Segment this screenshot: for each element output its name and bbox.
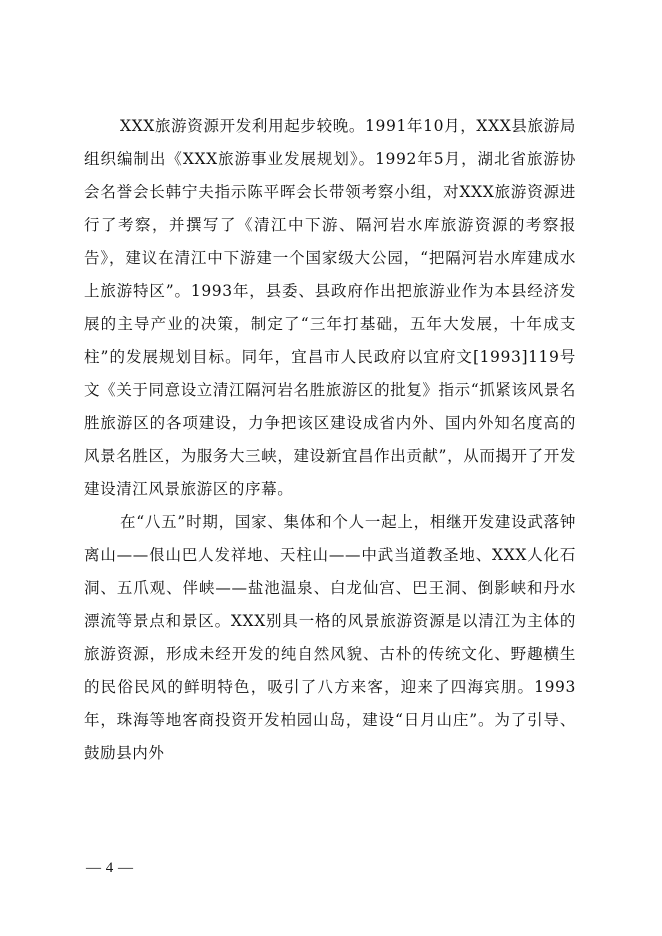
paragraph-2: 在“八五”时期，国家、集体和个人一起上，相继开发建设武落钟离山——佷山巴人发祥地、天柱山——中武当道教圣地、XXX人化石洞、五爪观、伴峡——盐池温泉、白龙仙宫、巴王洞、倒影峡和丹水漂流等景点和景区。XXX别具一格的风景旅游资源是以清江为主体的旅游资源，形成未经开发的纯自然风貌、古朴的传统文化、野趣横生的民俗民风的鲜明特色，吸引了八方来客，迎来了四海宾朋。1993年，珠海等地客商投资开发柏园山岛，建设“日月山庄”。为了引导、鼓励县内外 [84, 513, 576, 762]
page-number: — 4 — [86, 860, 134, 876]
body-text [84, 110, 576, 770]
paragraph-1: XXX旅游资源开发利用起步较晚。1991年10月，XXX县旅游局组织编制出《XXX旅游事业发展规划》。1992年5月，湖北省旅游协会名誉会长韩宁夫指示陈平晖会长带领考察小组，对XXX旅游资源进行了考察，并撰写了《清江中下游、隔河岩水库旅游资源的考察报告》，建议在清江中下游建一个国家级大公园，“把隔河岩水库建成水上旅游特区”。1993年，县委、县政府作出把旅游业作为本县经济发展的主导产业的决策，制定了“三年打基础，五年大发展，十年成支柱”的发展规划目标。同年，宜昌市人民政府以宜府文[1993]119号文《关于同意设立清江隔河岩名胜旅游区的批复》指示“抓紧该风景名胜旅游区的各项建设，力争把该区建设成省内外、国内外知名度高的风景名胜区，为服务大三峡，建设新宜昌作出贡献”，从而揭开了开发建设清江风景旅游区的序幕。 [84, 117, 576, 498]
